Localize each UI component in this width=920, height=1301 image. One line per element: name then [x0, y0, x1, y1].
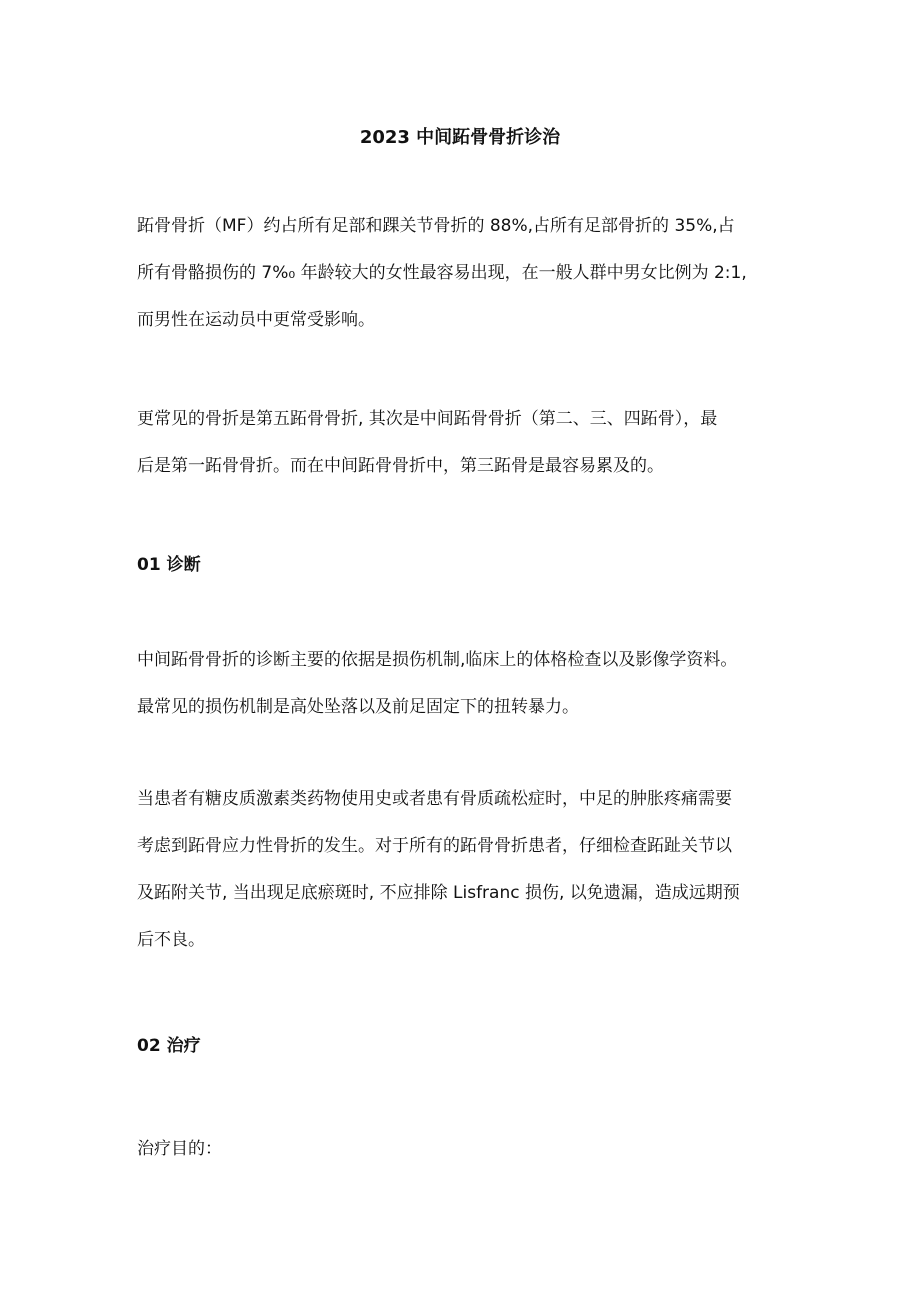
diagnosis-p1-line-2: 最常见的损伤机制是高处坠落以及前足固定下的扭转暴力。	[137, 697, 579, 717]
intro-line-3: 而男性在运动员中更常受影响。	[137, 310, 375, 330]
diagnosis-paragraph-1	[137, 637, 785, 731]
intro-line-2: 所有骨骼损伤的 7%₀ 年龄较大的女性最容易出现，在一般人群中男女比例为 2:1,	[137, 263, 747, 283]
frequency-line-2: 后是第一跖骨骨折。而在中间跖骨骨折中，第三跖骨是最容易累及的。	[137, 456, 664, 476]
diagnosis-paragraph-2	[137, 776, 785, 964]
document-title: 2023 中间跖骨骨折诊治	[359, 127, 561, 148]
diagnosis-p2-line-2: 考虑到跖骨应力性骨折的发生。对于所有的跖骨骨折患者，仔细检查跖趾关节以	[137, 836, 732, 856]
frequency-line-1: 更常见的骨折是第五跖骨骨折, 其次是中间跖骨骨折（第二、三、四跖骨），最	[137, 409, 718, 429]
intro-line-1: 跖骨骨折（MF）约占所有足部和踝关节骨折的 88%,占所有足部骨折的 35%,占	[137, 216, 735, 236]
diagnosis-p2-line-4: 后不良。	[137, 930, 205, 950]
treatment-heading: 02 治疗	[137, 1036, 201, 1056]
diagnosis-p2-line-3: 及跖附关节, 当出现足底瘀斑时, 不应排除 Lisfranc 损伤, 以免遗漏，造成远期预	[137, 883, 740, 903]
diagnosis-p2-line-1: 当患者有糖皮质激素类药物使用史或者患有骨质疏松症时，中足的肿胀疼痛需要	[137, 789, 732, 809]
diagnosis-heading: 01 诊断	[137, 555, 201, 575]
treatment-goal-subheading: 治疗目的：	[137, 1139, 222, 1159]
diagnosis-p1-line-1: 中间跖骨骨折的诊断主要的依据是损伤机制,临床上的体格检查以及影像学资料。	[137, 650, 738, 670]
intro-paragraph	[137, 203, 785, 344]
frequency-paragraph	[137, 396, 785, 490]
